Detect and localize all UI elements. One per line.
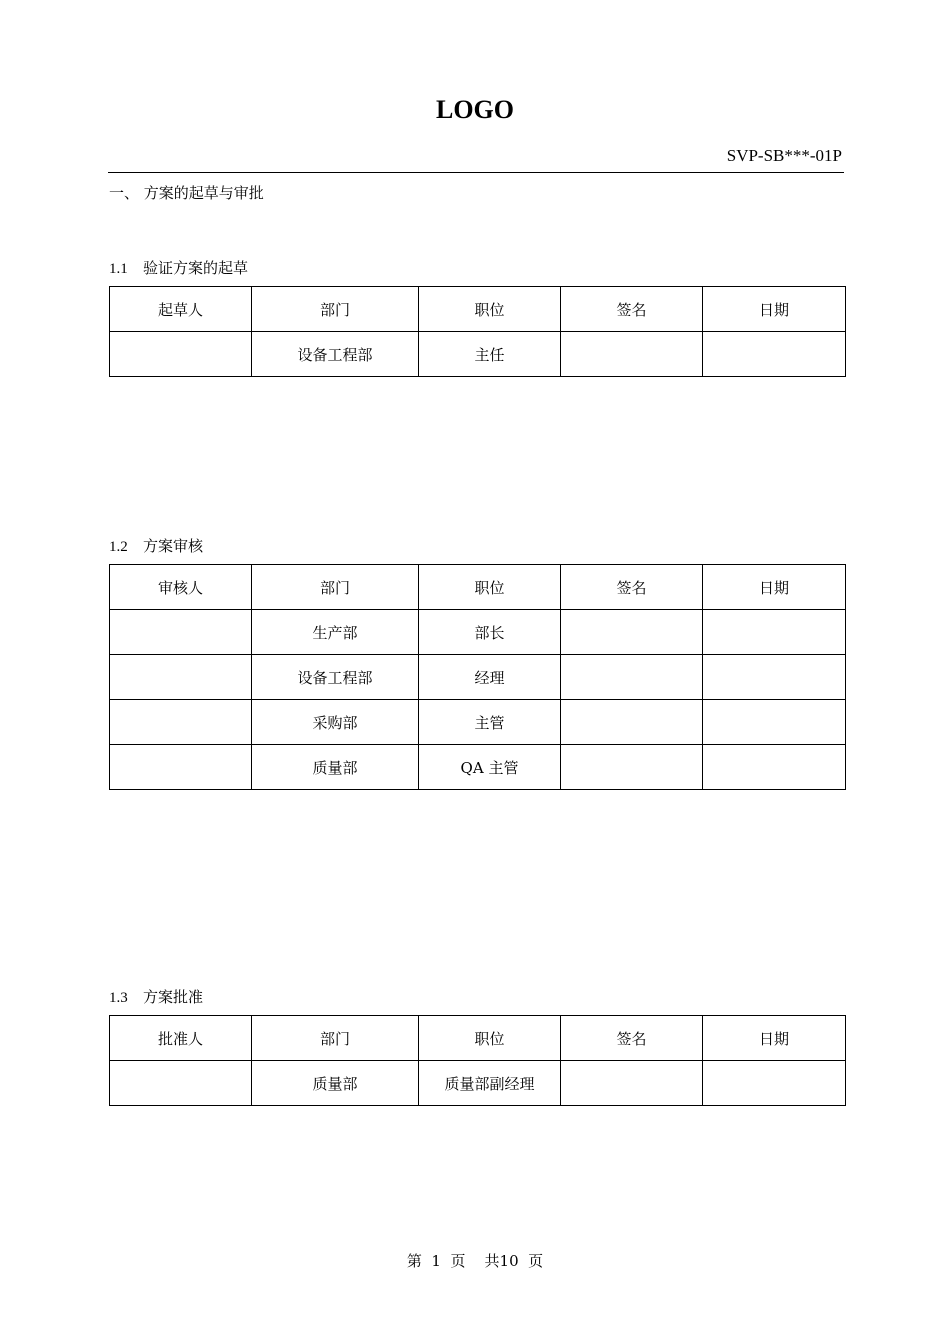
table-row [110,700,846,745]
header-cell: 职位 [419,565,561,610]
department-cell: 生产部 [252,610,419,655]
draft-subtitle [109,258,248,279]
review-number: 1.2 [109,539,128,555]
header-cell: 签名 [561,1016,703,1061]
department-cell: 设备工程部 [252,655,419,700]
page-footer [0,1251,950,1271]
position-cell: 部长 [419,610,561,655]
position-cell: 主任 [419,332,561,377]
name-cell[interactable] [110,332,252,377]
table-header-row [110,287,846,332]
date-cell[interactable] [703,1061,846,1106]
department-cell: 采购部 [252,700,419,745]
name-cell[interactable] [110,700,252,745]
document-code: SVP-SB***-01P [726,146,842,165]
header-cell: 签名 [561,565,703,610]
table-row [110,332,846,377]
position-cell: 经理 [419,655,561,700]
section-title: 一、 方案的起草与审批 [109,184,264,202]
date-cell[interactable] [703,332,846,377]
department-cell: 质量部 [252,1061,419,1106]
page-number: 第 1 页 共10 页 [406,1252,544,1270]
name-cell[interactable] [110,745,252,790]
header-cell: 部门 [252,287,419,332]
position-cell: 质量部副经理 [419,1061,561,1106]
approval-number: 1.3 [109,990,128,1006]
header-cell: 职位 [419,1016,561,1061]
review-table [109,564,846,790]
date-cell[interactable] [703,700,846,745]
name-cell[interactable] [110,655,252,700]
department-cell: 质量部 [252,745,419,790]
table-row [110,1061,846,1106]
header-cell: 部门 [252,1016,419,1061]
table-row [110,745,846,790]
header-cell: 起草人 [110,287,252,332]
name-cell[interactable] [110,610,252,655]
approval-title: 方案批准 [143,988,204,1006]
header-cell: 部门 [252,565,419,610]
signature-cell[interactable] [561,655,703,700]
header-cell: 审核人 [110,565,252,610]
draft-table [109,286,846,377]
draft-title: 验证方案的起草 [143,259,249,277]
department-cell: 设备工程部 [252,332,419,377]
position-cell: 主管 [419,700,561,745]
position-cell: QA 主管 [419,745,561,790]
signature-cell[interactable] [561,332,703,377]
header-cell: 日期 [703,287,846,332]
header-cell: 批准人 [110,1016,252,1061]
approval-subtitle [109,987,203,1008]
table-row [110,610,846,655]
signature-cell[interactable] [561,700,703,745]
signature-cell[interactable] [561,745,703,790]
name-cell[interactable] [110,1061,252,1106]
header-cell: 职位 [419,287,561,332]
header-cell: 日期 [703,1016,846,1061]
logo-title: LOGO [435,95,514,124]
table-header-row [110,565,846,610]
table-header-row [110,1016,846,1061]
approval-table [109,1015,846,1106]
review-subtitle [109,536,203,557]
date-cell[interactable] [703,655,846,700]
review-title: 方案审核 [143,537,204,555]
header-divider [108,172,844,173]
header-cell: 签名 [561,287,703,332]
date-cell[interactable] [703,745,846,790]
date-cell[interactable] [703,610,846,655]
header-cell: 日期 [703,565,846,610]
signature-cell[interactable] [561,610,703,655]
signature-cell[interactable] [561,1061,703,1106]
draft-number: 1.1 [109,261,128,277]
table-row [110,655,846,700]
